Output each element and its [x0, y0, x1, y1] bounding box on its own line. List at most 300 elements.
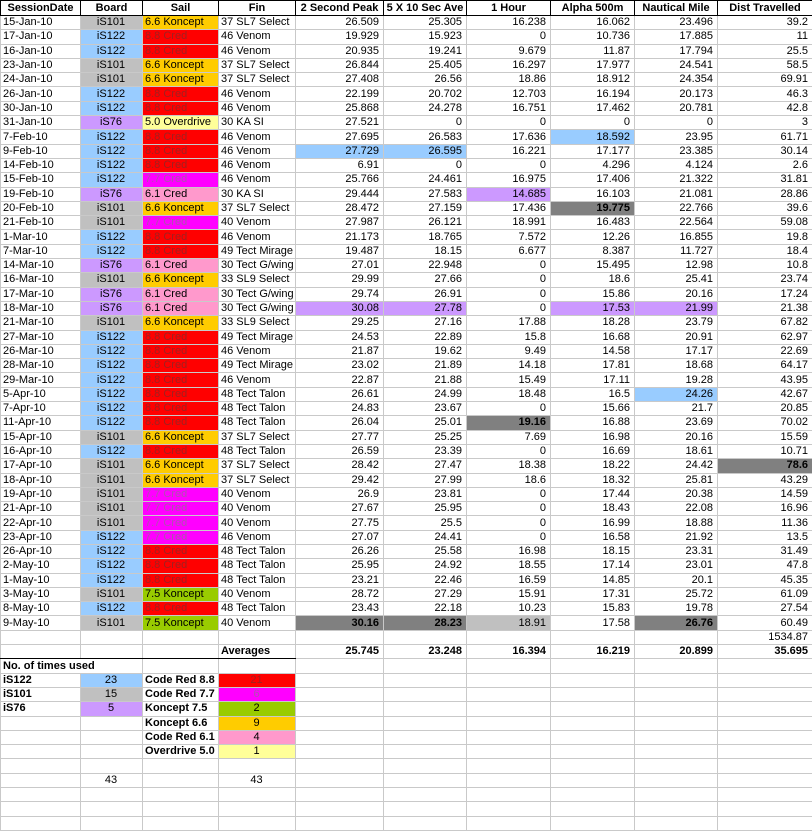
- five-by-ten-ave-cell[interactable]: 18.15: [384, 244, 467, 258]
- empty-cell[interactable]: [143, 816, 219, 830]
- fin-cell[interactable]: 30 Tect G/wing: [219, 301, 296, 315]
- empty-cell[interactable]: [467, 630, 551, 644]
- one-hour-cell[interactable]: 18.991: [467, 216, 551, 230]
- one-hour-cell[interactable]: 16.975: [467, 173, 551, 187]
- two-second-peak-cell[interactable]: 27.75: [296, 516, 384, 530]
- fin-cell[interactable]: 46 Venom: [219, 30, 296, 44]
- dist-travelled-cell[interactable]: 59.08: [718, 216, 812, 230]
- fin-cell[interactable]: 40 Venom: [219, 587, 296, 601]
- sail-cell[interactable]: 8.8 Cred: [143, 387, 219, 401]
- two-second-peak-cell[interactable]: 19.487: [296, 244, 384, 258]
- five-by-ten-ave-cell[interactable]: 27.29: [384, 587, 467, 601]
- dist-travelled-cell[interactable]: 20.85: [718, 402, 812, 416]
- dist-travelled-cell[interactable]: 14.59: [718, 487, 812, 501]
- dist-travelled-cell[interactable]: 42.8: [718, 101, 812, 115]
- session-date-cell[interactable]: 14-Mar-10: [1, 259, 81, 273]
- fin-cell[interactable]: 30 Tect G/wing: [219, 287, 296, 301]
- two-second-peak-cell[interactable]: 29.444: [296, 187, 384, 201]
- fin-cell[interactable]: 46 Venom: [219, 373, 296, 387]
- sail-usage-count[interactable]: 9: [219, 716, 296, 730]
- total-distance-cell[interactable]: 1534.87: [718, 630, 812, 644]
- empty-cell[interactable]: [296, 730, 384, 744]
- nautical-mile-cell[interactable]: 22.08: [635, 502, 718, 516]
- two-second-peak-cell[interactable]: 24.53: [296, 330, 384, 344]
- two-second-peak-cell[interactable]: 25.95: [296, 559, 384, 573]
- empty-cell[interactable]: [296, 816, 384, 830]
- session-date-cell[interactable]: 15-Jan-10: [1, 16, 81, 30]
- empty-cell[interactable]: [296, 659, 384, 673]
- two-second-peak-cell[interactable]: 30.08: [296, 301, 384, 315]
- alpha-500m-cell[interactable]: 15.66: [551, 402, 635, 416]
- two-second-peak-cell[interactable]: 29.74: [296, 287, 384, 301]
- one-hour-cell[interactable]: 0: [467, 273, 551, 287]
- board-cell[interactable]: iS122: [81, 530, 143, 544]
- empty-cell[interactable]: [635, 630, 718, 644]
- empty-cell[interactable]: [635, 745, 718, 759]
- five-by-ten-ave-cell[interactable]: 22.18: [384, 602, 467, 616]
- session-date-cell[interactable]: 21-Mar-10: [1, 316, 81, 330]
- empty-cell[interactable]: [384, 773, 467, 787]
- fin-cell[interactable]: 37 SL7 Select: [219, 459, 296, 473]
- dist-travelled-cell[interactable]: 35.695: [718, 645, 812, 659]
- dist-travelled-cell[interactable]: 27.54: [718, 602, 812, 616]
- alpha-500m-cell[interactable]: 16.69: [551, 444, 635, 458]
- nautical-mile-cell[interactable]: 23.95: [635, 130, 718, 144]
- five-by-ten-ave-cell[interactable]: 24.99: [384, 387, 467, 401]
- sail-cell[interactable]: 6.6 Koncept: [143, 201, 219, 215]
- five-by-ten-ave-cell[interactable]: 24.278: [384, 101, 467, 115]
- session-date-cell[interactable]: 17-Jan-10: [1, 30, 81, 44]
- empty-cell[interactable]: [143, 802, 219, 816]
- session-date-cell[interactable]: 11-Apr-10: [1, 416, 81, 430]
- empty-cell[interactable]: [467, 673, 551, 687]
- fin-cell[interactable]: 48 Tect Talon: [219, 573, 296, 587]
- sail-cell[interactable]: 6.6 Koncept: [143, 459, 219, 473]
- empty-cell[interactable]: [296, 788, 384, 802]
- sail-cell[interactable]: 6.6 Koncept: [143, 58, 219, 72]
- one-hour-cell[interactable]: 0: [467, 487, 551, 501]
- five-by-ten-ave-cell[interactable]: 27.583: [384, 187, 467, 201]
- nautical-mile-cell[interactable]: 17.17: [635, 344, 718, 358]
- alpha-500m-cell[interactable]: 16.58: [551, 530, 635, 544]
- sail-cell[interactable]: 8.8 Cred: [143, 144, 219, 158]
- dist-travelled-cell[interactable]: 23.74: [718, 273, 812, 287]
- nautical-mile-cell[interactable]: 21.081: [635, 187, 718, 201]
- session-date-cell[interactable]: 14-Feb-10: [1, 158, 81, 172]
- nautical-mile-cell[interactable]: 17.885: [635, 30, 718, 44]
- session-date-cell[interactable]: 15-Feb-10: [1, 173, 81, 187]
- empty-cell[interactable]: [81, 759, 143, 773]
- dist-travelled-cell[interactable]: 16.96: [718, 502, 812, 516]
- column-header-alpha-500m[interactable]: Alpha 500m: [551, 1, 635, 16]
- fin-cell[interactable]: 37 SL7 Select: [219, 16, 296, 30]
- empty-cell[interactable]: [467, 730, 551, 744]
- fin-cell[interactable]: 30 Tect G/wing: [219, 259, 296, 273]
- sail-cell[interactable]: 8.8 Cred: [143, 87, 219, 101]
- session-date-cell[interactable]: 23-Apr-10: [1, 530, 81, 544]
- sail-usage-count[interactable]: 1: [219, 745, 296, 759]
- dist-travelled-cell[interactable]: 13.5: [718, 530, 812, 544]
- alpha-500m-cell[interactable]: 18.912: [551, 73, 635, 87]
- board-cell[interactable]: iS101: [81, 473, 143, 487]
- column-header-nautical-mile[interactable]: Nautical Mile: [635, 1, 718, 16]
- sail-cell[interactable]: 8.8 Cred: [143, 244, 219, 258]
- five-by-ten-ave-cell[interactable]: 25.5: [384, 516, 467, 530]
- one-hour-cell[interactable]: 16.297: [467, 58, 551, 72]
- empty-cell[interactable]: [635, 659, 718, 673]
- dist-travelled-cell[interactable]: 67.82: [718, 316, 812, 330]
- board-cell[interactable]: iS122: [81, 416, 143, 430]
- dist-travelled-cell[interactable]: 62.97: [718, 330, 812, 344]
- board-total-cell[interactable]: 43: [81, 773, 143, 787]
- nautical-mile-cell[interactable]: 17.794: [635, 44, 718, 58]
- alpha-500m-cell[interactable]: 17.14: [551, 559, 635, 573]
- one-hour-cell[interactable]: 18.86: [467, 73, 551, 87]
- five-by-ten-ave-cell[interactable]: 18.765: [384, 230, 467, 244]
- empty-cell[interactable]: [551, 630, 635, 644]
- empty-cell[interactable]: [1, 730, 81, 744]
- column-header-board[interactable]: Board: [81, 1, 143, 16]
- empty-cell[interactable]: [718, 730, 812, 744]
- two-second-peak-cell[interactable]: 29.99: [296, 273, 384, 287]
- five-by-ten-ave-cell[interactable]: 19.62: [384, 344, 467, 358]
- dist-travelled-cell[interactable]: 17.24: [718, 287, 812, 301]
- five-by-ten-ave-cell[interactable]: 22.46: [384, 573, 467, 587]
- empty-cell[interactable]: [296, 773, 384, 787]
- dist-travelled-cell[interactable]: 39.6: [718, 201, 812, 215]
- empty-cell[interactable]: [718, 788, 812, 802]
- empty-cell[interactable]: [718, 687, 812, 701]
- alpha-500m-cell[interactable]: 16.103: [551, 187, 635, 201]
- session-date-cell[interactable]: 2-May-10: [1, 559, 81, 573]
- session-date-cell[interactable]: 17-Apr-10: [1, 459, 81, 473]
- nautical-mile-cell[interactable]: 20.16: [635, 287, 718, 301]
- one-hour-cell[interactable]: 15.91: [467, 587, 551, 601]
- board-cell[interactable]: iS122: [81, 244, 143, 258]
- nautical-mile-cell[interactable]: 26.76: [635, 616, 718, 630]
- session-date-cell[interactable]: 19-Feb-10: [1, 187, 81, 201]
- board-cell[interactable]: iS76: [81, 301, 143, 315]
- two-second-peak-cell[interactable]: 27.695: [296, 130, 384, 144]
- two-second-peak-cell[interactable]: 26.61: [296, 387, 384, 401]
- empty-cell[interactable]: [384, 759, 467, 773]
- five-by-ten-ave-cell[interactable]: 24.461: [384, 173, 467, 187]
- five-by-ten-ave-cell[interactable]: 24.92: [384, 559, 467, 573]
- board-cell[interactable]: iS101: [81, 459, 143, 473]
- session-date-cell[interactable]: 16-Jan-10: [1, 44, 81, 58]
- dist-travelled-cell[interactable]: 3: [718, 116, 812, 130]
- sail-usage-count[interactable]: 6: [219, 687, 296, 701]
- alpha-500m-cell[interactable]: 17.58: [551, 616, 635, 630]
- session-date-cell[interactable]: 7-Apr-10: [1, 402, 81, 416]
- alpha-500m-cell[interactable]: 18.28: [551, 316, 635, 330]
- session-date-cell[interactable]: 15-Apr-10: [1, 430, 81, 444]
- board-cell[interactable]: iS122: [81, 544, 143, 558]
- one-hour-cell[interactable]: 14.685: [467, 187, 551, 201]
- five-by-ten-ave-cell[interactable]: 26.91: [384, 287, 467, 301]
- board-cell[interactable]: iS101: [81, 201, 143, 215]
- one-hour-cell[interactable]: 19.16: [467, 416, 551, 430]
- one-hour-cell[interactable]: 17.436: [467, 201, 551, 215]
- empty-cell[interactable]: [467, 687, 551, 701]
- nautical-mile-cell[interactable]: 20.16: [635, 430, 718, 444]
- nautical-mile-cell[interactable]: 25.41: [635, 273, 718, 287]
- alpha-500m-cell[interactable]: 17.406: [551, 173, 635, 187]
- two-second-peak-cell[interactable]: 23.02: [296, 359, 384, 373]
- sail-cell[interactable]: 8.8 Cred: [143, 402, 219, 416]
- sail-cell[interactable]: 8.8 Cred: [143, 602, 219, 616]
- five-by-ten-ave-cell[interactable]: 26.56: [384, 73, 467, 87]
- two-second-peak-cell[interactable]: 27.729: [296, 144, 384, 158]
- five-by-ten-ave-cell[interactable]: 20.702: [384, 87, 467, 101]
- board-cell[interactable]: iS122: [81, 173, 143, 187]
- one-hour-cell[interactable]: 0: [467, 402, 551, 416]
- empty-cell[interactable]: [551, 716, 635, 730]
- board-cell[interactable]: iS101: [81, 502, 143, 516]
- one-hour-cell[interactable]: 0: [467, 502, 551, 516]
- alpha-500m-cell[interactable]: 19.775: [551, 201, 635, 215]
- five-by-ten-ave-cell[interactable]: 25.25: [384, 430, 467, 444]
- empty-cell[interactable]: [551, 687, 635, 701]
- empty-cell[interactable]: [143, 788, 219, 802]
- fin-cell[interactable]: 37 SL7 Select: [219, 73, 296, 87]
- fin-cell[interactable]: 40 Venom: [219, 216, 296, 230]
- fin-cell[interactable]: 46 Venom: [219, 144, 296, 158]
- empty-cell[interactable]: [384, 802, 467, 816]
- dist-travelled-cell[interactable]: 10.71: [718, 444, 812, 458]
- five-by-ten-ave-cell[interactable]: 27.47: [384, 459, 467, 473]
- dist-travelled-cell[interactable]: 58.5: [718, 58, 812, 72]
- two-second-peak-cell[interactable]: 22.87: [296, 373, 384, 387]
- dist-travelled-cell[interactable]: 45.35: [718, 573, 812, 587]
- board-cell[interactable]: iS76: [81, 116, 143, 130]
- board-cell[interactable]: iS101: [81, 273, 143, 287]
- one-hour-cell[interactable]: 14.18: [467, 359, 551, 373]
- empty-cell[interactable]: [635, 802, 718, 816]
- one-hour-cell[interactable]: 12.703: [467, 87, 551, 101]
- sail-cell[interactable]: 6.6 Koncept: [143, 73, 219, 87]
- empty-cell[interactable]: [296, 630, 384, 644]
- two-second-peak-cell[interactable]: 27.67: [296, 502, 384, 516]
- alpha-500m-cell[interactable]: 17.31: [551, 587, 635, 601]
- alpha-500m-cell[interactable]: 12.26: [551, 230, 635, 244]
- sail-total-cell[interactable]: 43: [219, 773, 296, 787]
- empty-cell[interactable]: [718, 716, 812, 730]
- two-second-peak-cell[interactable]: 26.9: [296, 487, 384, 501]
- two-second-peak-cell[interactable]: 27.07: [296, 530, 384, 544]
- session-date-cell[interactable]: 5-Apr-10: [1, 387, 81, 401]
- fin-cell[interactable]: 49 Tect Mirage: [219, 330, 296, 344]
- alpha-500m-cell[interactable]: 17.462: [551, 101, 635, 115]
- dist-travelled-cell[interactable]: 43.95: [718, 373, 812, 387]
- session-date-cell[interactable]: 22-Apr-10: [1, 516, 81, 530]
- board-cell[interactable]: iS101: [81, 430, 143, 444]
- board-cell[interactable]: iS101: [81, 216, 143, 230]
- two-second-peak-cell[interactable]: 21.87: [296, 344, 384, 358]
- two-second-peak-cell[interactable]: 26.26: [296, 544, 384, 558]
- alpha-500m-cell[interactable]: 16.88: [551, 416, 635, 430]
- two-second-peak-cell[interactable]: 6.91: [296, 158, 384, 172]
- column-header-1-hour[interactable]: 1 Hour: [467, 1, 551, 16]
- sail-cell[interactable]: 7.7 Cred: [143, 173, 219, 187]
- one-hour-cell[interactable]: 15.49: [467, 373, 551, 387]
- session-date-cell[interactable]: 16-Mar-10: [1, 273, 81, 287]
- sail-cell[interactable]: 8.8 Cred: [143, 373, 219, 387]
- one-hour-cell[interactable]: 0: [467, 158, 551, 172]
- sail-cell[interactable]: 7.7 Cred: [143, 516, 219, 530]
- sail-usage-count[interactable]: 21: [219, 673, 296, 687]
- board-cell[interactable]: iS122: [81, 130, 143, 144]
- fin-cell[interactable]: 33 SL9 Select: [219, 273, 296, 287]
- dist-travelled-cell[interactable]: 21.38: [718, 301, 812, 315]
- sail-cell[interactable]: 6.1 Cred: [143, 301, 219, 315]
- nautical-mile-cell[interactable]: 0: [635, 116, 718, 130]
- five-by-ten-ave-cell[interactable]: 23.248: [384, 645, 467, 659]
- sail-cell[interactable]: 7.5 Koncept: [143, 587, 219, 601]
- empty-cell[interactable]: [384, 673, 467, 687]
- session-date-cell[interactable]: 20-Feb-10: [1, 201, 81, 215]
- five-by-ten-ave-cell[interactable]: 27.66: [384, 273, 467, 287]
- empty-cell[interactable]: [384, 816, 467, 830]
- alpha-500m-cell[interactable]: 17.977: [551, 58, 635, 72]
- two-second-peak-cell[interactable]: 25.868: [296, 101, 384, 115]
- empty-cell[interactable]: [467, 788, 551, 802]
- dist-travelled-cell[interactable]: 70.02: [718, 416, 812, 430]
- one-hour-cell[interactable]: 16.59: [467, 573, 551, 587]
- two-second-peak-cell[interactable]: 28.42: [296, 459, 384, 473]
- empty-cell[interactable]: [143, 659, 219, 673]
- fin-cell[interactable]: 33 SL9 Select: [219, 316, 296, 330]
- board-cell[interactable]: iS122: [81, 573, 143, 587]
- board-cell[interactable]: iS101: [81, 516, 143, 530]
- five-by-ten-ave-cell[interactable]: 21.88: [384, 373, 467, 387]
- board-cell[interactable]: iS122: [81, 144, 143, 158]
- board-cell[interactable]: iS122: [81, 359, 143, 373]
- nautical-mile-cell[interactable]: 20.899: [635, 645, 718, 659]
- empty-cell[interactable]: [1, 816, 81, 830]
- five-by-ten-ave-cell[interactable]: 22.948: [384, 259, 467, 273]
- empty-cell[interactable]: [635, 702, 718, 716]
- two-second-peak-cell[interactable]: 27.01: [296, 259, 384, 273]
- session-date-cell[interactable]: 7-Feb-10: [1, 130, 81, 144]
- nautical-mile-cell[interactable]: 18.68: [635, 359, 718, 373]
- five-by-ten-ave-cell[interactable]: 25.405: [384, 58, 467, 72]
- dist-travelled-cell[interactable]: 22.69: [718, 344, 812, 358]
- dist-travelled-cell[interactable]: 25.5: [718, 44, 812, 58]
- session-date-cell[interactable]: 31-Jan-10: [1, 116, 81, 130]
- alpha-500m-cell[interactable]: 8.387: [551, 244, 635, 258]
- empty-cell[interactable]: [718, 802, 812, 816]
- empty-cell[interactable]: [296, 716, 384, 730]
- dist-travelled-cell[interactable]: 78.6: [718, 459, 812, 473]
- empty-cell[interactable]: [219, 659, 296, 673]
- one-hour-cell[interactable]: 0: [467, 516, 551, 530]
- empty-cell[interactable]: [635, 816, 718, 830]
- fin-cell[interactable]: 30 KA SI: [219, 116, 296, 130]
- one-hour-cell[interactable]: 15.8: [467, 330, 551, 344]
- sail-cell[interactable]: 8.8 Cred: [143, 344, 219, 358]
- fin-cell[interactable]: 37 SL7 Select: [219, 473, 296, 487]
- nautical-mile-cell[interactable]: 20.91: [635, 330, 718, 344]
- fin-cell[interactable]: 46 Venom: [219, 530, 296, 544]
- one-hour-cell[interactable]: 17.636: [467, 130, 551, 144]
- empty-cell[interactable]: [1, 802, 81, 816]
- two-second-peak-cell[interactable]: 29.42: [296, 473, 384, 487]
- fin-cell[interactable]: 40 Venom: [219, 516, 296, 530]
- empty-cell[interactable]: [81, 802, 143, 816]
- five-by-ten-ave-cell[interactable]: 26.583: [384, 130, 467, 144]
- nautical-mile-cell[interactable]: 18.88: [635, 516, 718, 530]
- two-second-peak-cell[interactable]: 28.472: [296, 201, 384, 215]
- board-cell[interactable]: iS122: [81, 373, 143, 387]
- one-hour-cell[interactable]: 0: [467, 444, 551, 458]
- five-by-ten-ave-cell[interactable]: 25.305: [384, 16, 467, 30]
- sail-cell[interactable]: 8.8 Cred: [143, 230, 219, 244]
- fin-cell[interactable]: 37 SL7 Select: [219, 201, 296, 215]
- five-by-ten-ave-cell[interactable]: 19.241: [384, 44, 467, 58]
- session-date-cell[interactable]: 24-Jan-10: [1, 73, 81, 87]
- empty-cell[interactable]: [551, 788, 635, 802]
- sail-cell[interactable]: 8.8 Cred: [143, 359, 219, 373]
- fin-cell[interactable]: 40 Venom: [219, 487, 296, 501]
- sail-cell[interactable]: 6.6 Koncept: [143, 430, 219, 444]
- nautical-mile-cell[interactable]: 24.354: [635, 73, 718, 87]
- board-usage-count[interactable]: 23: [81, 673, 143, 687]
- board-usage-count[interactable]: 15: [81, 687, 143, 701]
- empty-cell[interactable]: [296, 802, 384, 816]
- five-by-ten-ave-cell[interactable]: 28.23: [384, 616, 467, 630]
- empty-cell[interactable]: [467, 816, 551, 830]
- sail-cell[interactable]: 8.8 Cred: [143, 101, 219, 115]
- alpha-500m-cell[interactable]: 18.15: [551, 544, 635, 558]
- empty-cell[interactable]: [635, 673, 718, 687]
- sail-cell[interactable]: 7.7 Cred: [143, 216, 219, 230]
- sail-cell[interactable]: 5.0 Overdrive: [143, 116, 219, 130]
- empty-cell[interactable]: [635, 788, 718, 802]
- session-date-cell[interactable]: 18-Mar-10: [1, 301, 81, 315]
- board-cell[interactable]: iS76: [81, 187, 143, 201]
- empty-cell[interactable]: [219, 788, 296, 802]
- fin-cell[interactable]: 40 Venom: [219, 616, 296, 630]
- five-by-ten-ave-cell[interactable]: 27.78: [384, 301, 467, 315]
- nautical-mile-cell[interactable]: 23.01: [635, 559, 718, 573]
- sail-cell[interactable]: 6.1 Cred: [143, 187, 219, 201]
- two-second-peak-cell[interactable]: 26.59: [296, 444, 384, 458]
- sail-cell[interactable]: 8.8 Cred: [143, 130, 219, 144]
- column-header-5-x-10-sec-ave[interactable]: 5 X 10 Sec Ave: [384, 1, 467, 16]
- five-by-ten-ave-cell[interactable]: 0: [384, 158, 467, 172]
- five-by-ten-ave-cell[interactable]: 26.121: [384, 216, 467, 230]
- fin-cell[interactable]: 37 SL7 Select: [219, 430, 296, 444]
- nautical-mile-cell[interactable]: 25.72: [635, 587, 718, 601]
- empty-cell[interactable]: [81, 816, 143, 830]
- session-date-cell[interactable]: 1-Mar-10: [1, 230, 81, 244]
- board-cell[interactable]: iS101: [81, 16, 143, 30]
- session-date-cell[interactable]: 17-Mar-10: [1, 287, 81, 301]
- nautical-mile-cell[interactable]: 21.99: [635, 301, 718, 315]
- empty-cell[interactable]: [635, 716, 718, 730]
- fin-cell[interactable]: 46 Venom: [219, 158, 296, 172]
- empty-cell[interactable]: [718, 773, 812, 787]
- alpha-500m-cell[interactable]: 16.194: [551, 87, 635, 101]
- board-cell[interactable]: iS122: [81, 87, 143, 101]
- sail-cell[interactable]: 8.8 Cred: [143, 416, 219, 430]
- fin-cell[interactable]: 37 SL7 Select: [219, 58, 296, 72]
- empty-cell[interactable]: [635, 759, 718, 773]
- empty-cell[interactable]: [219, 816, 296, 830]
- dist-travelled-cell[interactable]: 61.71: [718, 130, 812, 144]
- alpha-500m-cell[interactable]: 16.98: [551, 430, 635, 444]
